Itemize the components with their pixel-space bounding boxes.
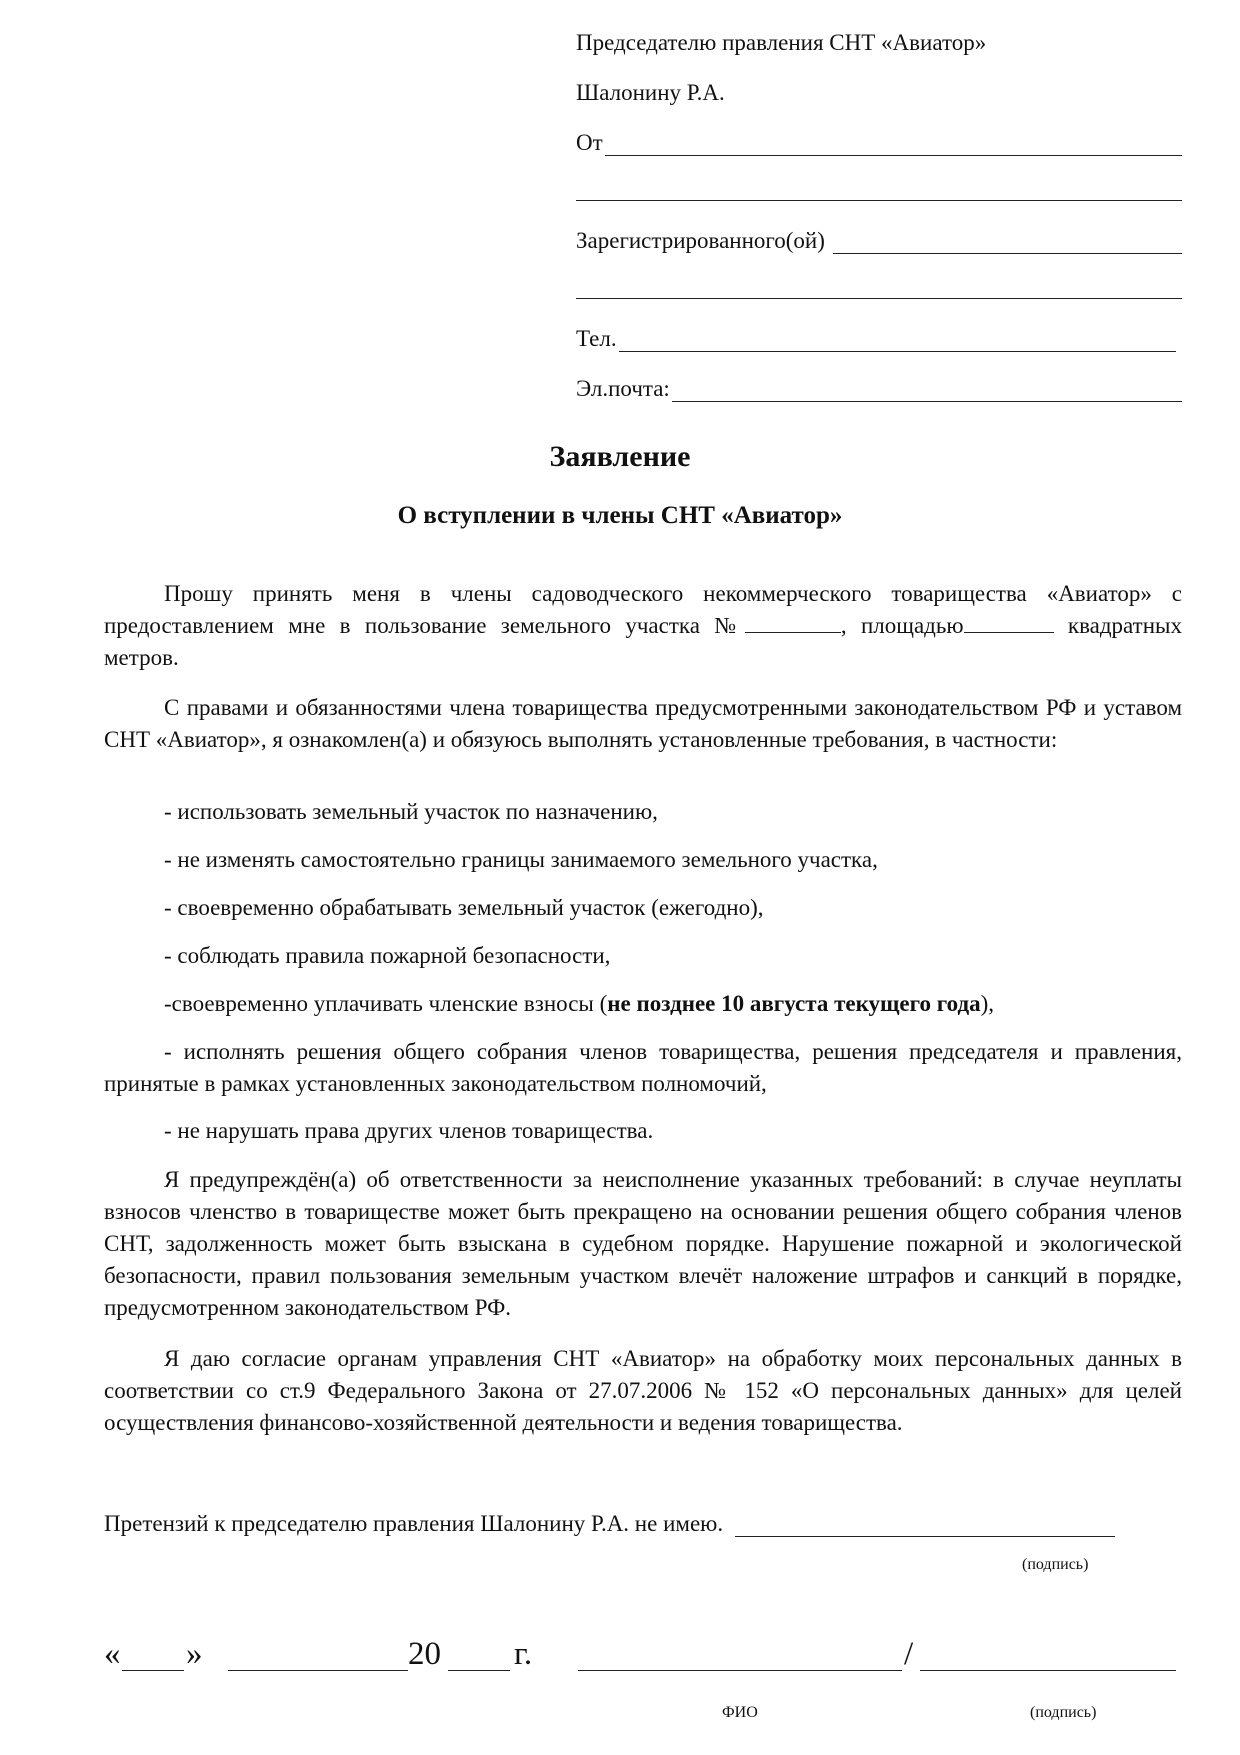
claims-line	[104, 1511, 1182, 1537]
paragraph-request	[104, 578, 1182, 674]
phone-line	[576, 326, 1182, 352]
date-open-quote: «	[104, 1636, 121, 1672]
payment-deadline: не позднее 10 августа текущего года	[607, 991, 981, 1016]
paragraph-liability-text: Я предупреждён(а) об ответственности за неисполнение указанных требований: в случае неуплаты взносов членство в товариществе может быть прекращено на основании решения общего собрания членов СНТ, задолженность может быть взыскана в судебном порядке. Нарушение пожарной и экологической безопасности, правил пользования земельным участком влечёт наложение штрафов и санкций в порядке, предусмотренном законодательством РФ.	[104, 1167, 1182, 1320]
paragraph-request-mid: , площадью	[840, 613, 964, 638]
obligation-item-2	[104, 844, 1182, 876]
obligation-item-5-start: -своевременно уплачивать членские взносы (	[164, 991, 608, 1016]
obligation-item-4	[104, 940, 1182, 972]
signature-caption: (подпись)	[1030, 1704, 1097, 1721]
fio-signature-separator: /	[904, 1636, 914, 1672]
paragraph-consent	[104, 1343, 1182, 1439]
addressee-name: Шалонину Р.А.	[576, 80, 725, 105]
from-line	[576, 130, 1182, 156]
area-field[interactable]	[964, 612, 1054, 633]
obligation-item-6-text: - исполнять решения общего собрания членов товарищества, решения председателя и правления, принятые в рамках установленных законодательством полномочий,	[104, 1039, 1182, 1096]
date-signature-line	[104, 1635, 1182, 1675]
obligation-item-7	[104, 1115, 1182, 1147]
phone-label: Тел.	[576, 326, 617, 351]
obligation-item-6	[104, 1036, 1182, 1100]
registered-field[interactable]	[833, 233, 1182, 254]
claims-text: Претензий к председателю правления Шалонину Р.А. не имею.	[104, 1511, 724, 1536]
addressee-line-1	[576, 30, 1182, 56]
addressee-title: Председателю правления СНТ «Авиатор»	[576, 30, 987, 55]
signature-field[interactable]	[920, 1640, 1176, 1671]
from-field-2[interactable]	[576, 180, 1182, 201]
paragraph-request-start: Прошу принять меня в члены садоводческого некоммерческого товарищества «Авиатор» с предоставлением мне в пользование земельного участка №	[104, 581, 1182, 638]
claims-signature-caption: (подпись)	[1022, 1556, 1089, 1573]
registered-label: Зарегистрированного(ой)	[576, 228, 825, 253]
phone-field[interactable]	[619, 331, 1176, 352]
paragraph-liability	[104, 1164, 1182, 1324]
paragraph-obligations	[104, 692, 1182, 756]
paragraph-request-end: квадратных метров.	[104, 613, 1182, 670]
plot-number-field[interactable]	[745, 612, 841, 633]
registered-line-2	[576, 278, 1182, 299]
from-label: От	[576, 130, 603, 155]
obligation-item-5-end: ),	[980, 991, 995, 1016]
obligation-item-5	[104, 988, 1182, 1020]
registered-field-2[interactable]	[576, 278, 1182, 299]
fio-caption: ФИО	[722, 1704, 758, 1721]
year-prefix: 20	[408, 1636, 441, 1672]
fio-field[interactable]	[578, 1640, 902, 1671]
document-subtitle: О вступлении в члены СНТ «Авиатор»	[397, 502, 843, 529]
month-field[interactable]	[228, 1640, 408, 1671]
obligation-item-7-text: - не нарушать права других членов товарищества.	[164, 1118, 654, 1143]
obligation-item-2-text: - не изменять самостоятельно границы занимаемого земельного участка,	[164, 847, 878, 872]
year-suffix: г.	[514, 1636, 533, 1672]
year-field[interactable]	[448, 1640, 510, 1671]
obligation-item-1-text: - использовать земельный участок по назначению,	[164, 799, 658, 824]
from-field[interactable]	[605, 135, 1182, 156]
addressee-line-2	[576, 80, 1182, 106]
registered-line	[576, 228, 1182, 254]
obligation-item-1	[104, 796, 1182, 828]
obligation-item-3	[104, 892, 1182, 924]
claims-signature-field[interactable]	[735, 1516, 1115, 1537]
paragraph-obligations-text: С правами и обязанностями члена товарищества предусмотренными законодательством РФ и уставом СНТ «Авиатор», я ознакомлен(а) и обязуюсь выполнять установленные требования, в частности:	[104, 695, 1182, 752]
day-field[interactable]	[122, 1640, 184, 1671]
obligation-item-4-text: - соблюдать правила пожарной безопасности,	[164, 943, 611, 968]
obligation-item-3-text: - своевременно обрабатывать земельный участок (ежегодно),	[164, 895, 764, 920]
document-title: Заявление	[549, 440, 691, 473]
email-field[interactable]	[672, 381, 1182, 402]
paragraph-consent-text: Я даю согласие органам управления СНТ «Авиатор» на обработку моих персональных данных в соответствии со ст.9 Федерального Закона от 27.07.2006 № 152 «О персональных данных» для целей осуществления финансово-хозяйственной деятельности и ведения товарищества.	[104, 1346, 1182, 1435]
email-line	[576, 376, 1182, 402]
date-close-quote: »	[186, 1636, 203, 1672]
email-label: Эл.почта:	[576, 376, 670, 401]
from-line-2	[576, 180, 1182, 201]
